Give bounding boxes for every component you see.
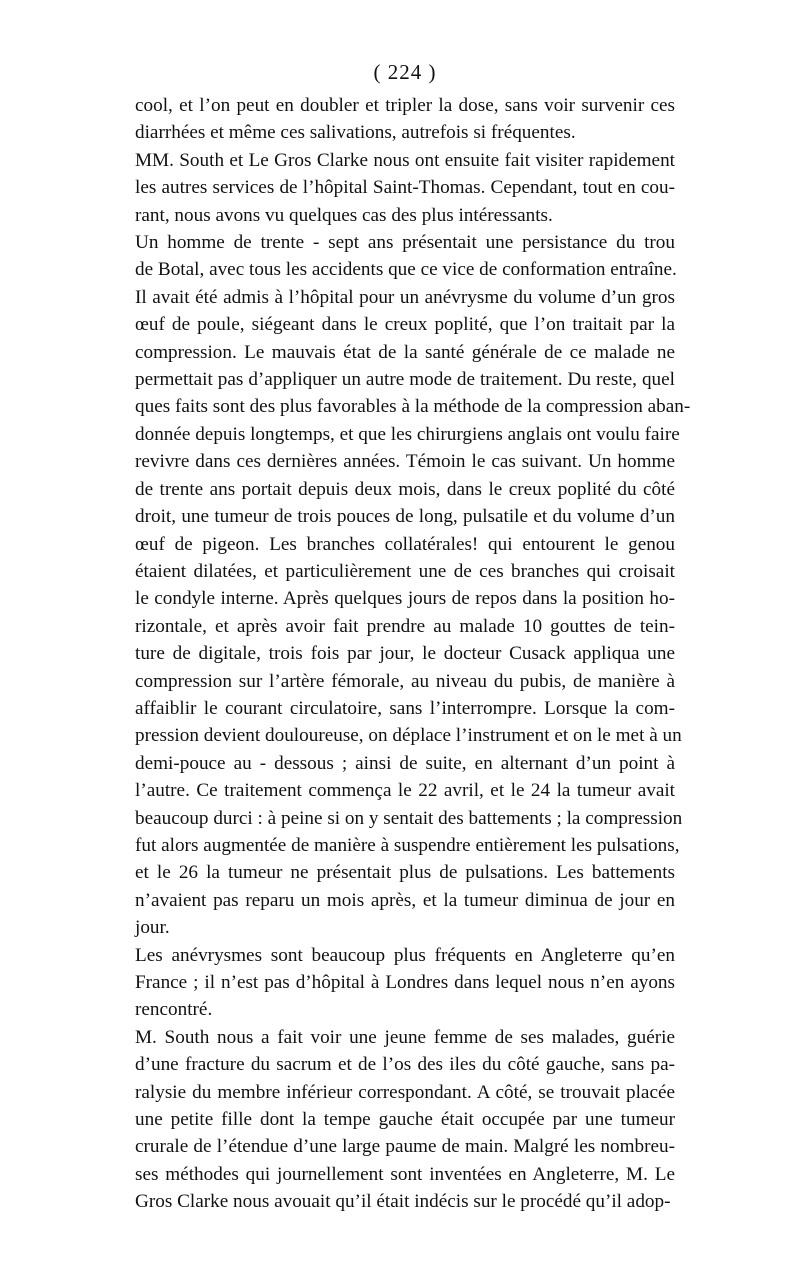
text-line: ques faits sont des plus favorables à la méthode de la compression aban-	[135, 396, 691, 418]
text-line: revivre dans ces dernières années. Témoin le cas suivant. Un homme	[135, 451, 675, 473]
text-line: diarrhées et même ces salivations, autrefois si fréquentes.	[135, 122, 576, 144]
text-line: beaucoup durci : à peine si on y sentait des battements ; la compression	[135, 807, 683, 829]
text-line: cool, et l’on peut en doubler et tripler la dose, sans voir survenir ces	[135, 95, 675, 116]
text-line: rizontale, et après avoir fait prendre au malade 10 gouttes de tein-	[135, 615, 675, 637]
text-line: ses méthodes qui journellement sont inventées en Angleterre, M. Le	[135, 1163, 675, 1185]
text-line: fut alors augmentée de manière à suspendre entièrement les pulsations,	[135, 834, 680, 856]
paragraph	[135, 942, 675, 1024]
text-line: donnée depuis longtemps, et que les chirurgiens anglais ont voulu faire	[135, 423, 680, 445]
text-line: Les anévrysmes sont beaucoup plus fréquents en Angleterre qu’en	[135, 944, 675, 966]
text-line: permettait pas d’appliquer un autre mode de traitement. Du reste, quel	[135, 369, 675, 391]
text-line: Un homme de trente - sept ans présentait une persistance du trou	[135, 232, 675, 254]
text-line: rencontré.	[135, 999, 213, 1021]
paragraph	[135, 147, 675, 229]
text-line: et le 26 la tumeur ne présentait plus de pulsations. Les battements	[135, 862, 675, 884]
text-line: droit, une tumeur de trois pouces de long, pulsatile et du volume d’un	[135, 506, 675, 528]
text-line: ture de digitale, trois fois par jour, le docteur Cusack appliqua une	[135, 643, 675, 665]
text-line: M. South nous a fait voir une jeune femme de ses malades, guérie	[135, 1026, 675, 1048]
text-line: les autres services de l’hôpital Saint-Thomas. Cependant, tout en cou-	[135, 177, 675, 199]
text-line: œuf de pigeon. Les branches collatérales! qui entourent le genou	[135, 533, 675, 555]
text-line: l’autre. Ce traitement commença le 22 avril, et le 24 la tumeur avait	[135, 780, 675, 802]
paragraph	[135, 92, 675, 147]
text-line: affaiblir le courant circulatoire, sans l’interrompre. Lorsque la com-	[135, 697, 675, 719]
text-line: le condyle interne. Après quelques jours de repos dans la position ho-	[135, 588, 675, 610]
paragraph	[135, 1024, 675, 1216]
text-line: n’avaient pas reparu un mois après, et la tumeur diminua de jour en	[135, 889, 675, 911]
text-line: de Botal, avec tous les accidents que ce vice de conformation entraîne.	[135, 259, 677, 281]
text-line: Gros Clarke nous avouait qu’il était indécis sur le procédé qu’il adop-	[135, 1191, 671, 1213]
text-line: rant, nous avons vu quelques cas des plus intéressants.	[135, 204, 553, 226]
text-line: une petite fille dont la tempe gauche était occupée par une tumeur	[135, 1109, 675, 1131]
text-line: étaient dilatées, et particulièrement une de ces branches qui croisait	[135, 560, 675, 582]
text-line: France ; il n’est pas d’hôpital à Londres dans lequel nous n’en ayons	[135, 972, 675, 993]
text-line: de trente ans portait depuis deux mois, dans le creux poplité du côté	[135, 478, 675, 500]
text-line: compression. Le mauvais état de la santé générale de ce malade ne	[135, 341, 675, 363]
text-line: MM. South et Le Gros Clarke nous ont ensuite fait visiter rapidement	[135, 149, 675, 171]
paragraph	[135, 229, 691, 942]
page-number: ( 224 )	[373, 60, 437, 84]
text-line: Il avait été admis à l’hôpital pour un anévrysme du volume d’un gros	[135, 286, 675, 308]
text-line: demi-pouce au - dessous ; ainsi de suite, en alternant d’un point à	[135, 752, 675, 774]
text-line: crurale de l’étendue d’une large paume de main. Malgré les nombreu-	[135, 1136, 675, 1158]
text-line: jour.	[135, 917, 170, 939]
book-page	[135, 58, 691, 1216]
text-line: œuf de poule, siégeant dans le creux poplité, que l’on traitait par la	[135, 314, 675, 336]
text-line: compression sur l’artère fémorale, au niveau du pubis, de manière à	[135, 670, 675, 692]
body-text	[135, 92, 691, 1216]
text-line: d’une fracture du sacrum et de l’os des iles du côté gauche, sans pa-	[135, 1054, 675, 1076]
text-line: pression devient douloureuse, on déplace l’instrument et on le met à un	[135, 725, 682, 747]
text-line: ralysie du membre inférieur correspondant. A côté, se trouvait placée	[135, 1081, 675, 1103]
